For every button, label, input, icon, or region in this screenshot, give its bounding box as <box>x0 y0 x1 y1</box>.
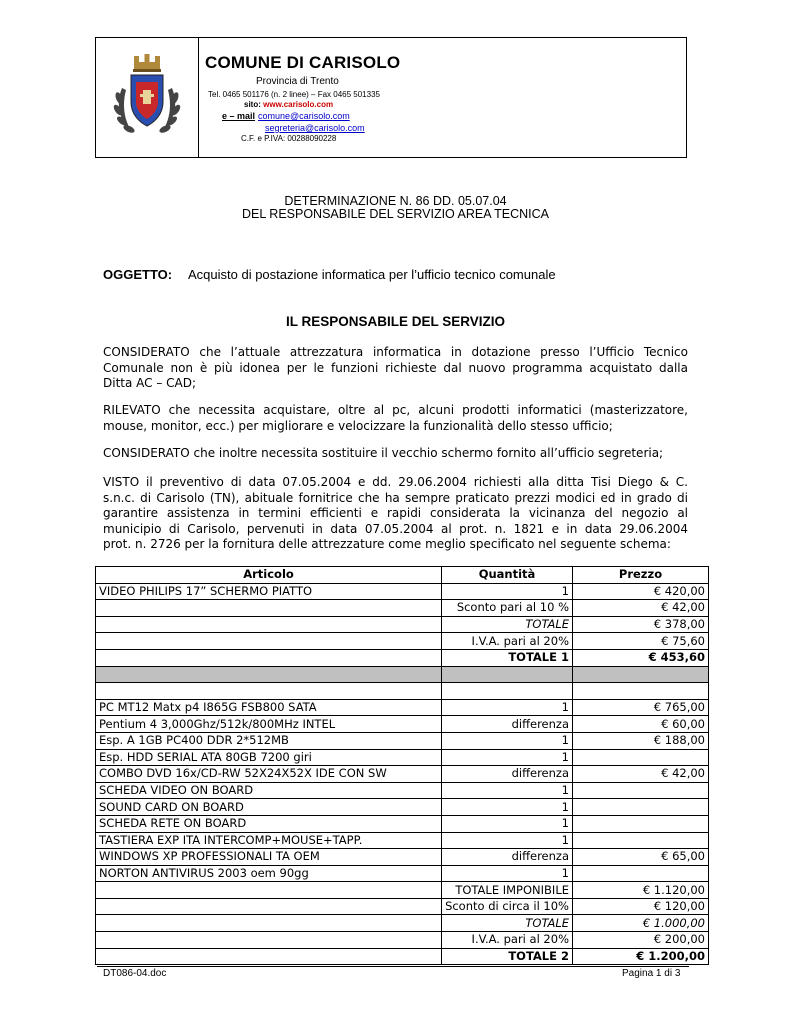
table-row <box>96 600 709 617</box>
item-cell <box>96 649 442 666</box>
table-row <box>96 716 709 733</box>
table-row <box>96 649 709 666</box>
paragraph-rilevato <box>103 403 688 434</box>
paragraph-line: mouse, monitor, ecc.) per migliorare e velocizzare la funzionalità dello stesso ufficio; <box>103 418 613 433</box>
paragraph-line: Comunale non è più idonea per le funzioni richieste dal nuovo programma acquistato dalla <box>103 360 688 375</box>
item-cell: COMBO DVD 16x/CD-RW 52X24X52X IDE CON SW <box>96 766 442 783</box>
phone-fax: Tel. 0465 501176 (n. 2 linee) – Fax 0465 501335 <box>208 90 380 99</box>
qty-cell: differenza <box>442 849 573 866</box>
price-cell: € 420,00 <box>573 583 709 600</box>
item-cell <box>96 616 442 633</box>
price-cell: € 200,00 <box>573 932 709 949</box>
item-cell: TASTIERA EXP ITA INTERCOMP+MOUSE+TAPP. <box>96 832 442 849</box>
table-row <box>96 732 709 749</box>
table-row <box>96 583 709 600</box>
price-cell: € 60,00 <box>573 716 709 733</box>
price-cell: € 42,00 <box>573 600 709 617</box>
paragraph-line: municipio di Carisolo, pervenuti in data 07.05.2004 al prot. n. 1821 e in data 29.06.2004 <box>103 521 688 536</box>
email-row <box>222 111 350 121</box>
qty-cell: TOTALE <box>442 915 573 932</box>
price-cell <box>573 815 709 832</box>
table-row <box>96 832 709 849</box>
qty-cell: 1 <box>442 799 573 816</box>
website-label: sito: <box>244 100 261 109</box>
qty-cell: TOTALE 1 <box>442 649 573 666</box>
table-separator-row <box>96 666 709 683</box>
price-cell <box>573 832 709 849</box>
item-cell: NORTON ANTIVIRUS 2003 oem 90gg <box>96 865 442 882</box>
subject-label: OGGETTO: <box>103 267 173 282</box>
determination-office: DEL RESPONSABILE DEL SERVIZIO AREA TECNICA <box>241 207 550 221</box>
email-label: e – mail <box>222 111 256 121</box>
table-row <box>96 915 709 932</box>
qty-cell: TOTALE 2 <box>442 948 573 965</box>
price-cell: € 65,00 <box>573 849 709 866</box>
item-cell: VIDEO PHILIPS 17” SCHERMO PIATTO <box>96 583 442 600</box>
item-cell <box>96 600 442 617</box>
price-cell: € 75,60 <box>573 633 709 650</box>
table-header-row <box>96 567 709 584</box>
items-table <box>95 566 709 965</box>
paragraph-line: CONSIDERATO che l’attuale attrezzatura informatica in dotazione presso l’Ufficio Tecnico <box>103 345 688 359</box>
table-row <box>96 616 709 633</box>
item-cell: SOUND CARD ON BOARD <box>96 799 442 816</box>
qty-cell: TOTALE IMPONIBILE <box>442 882 573 899</box>
municipality-title: COMUNE DI CARISOLO <box>205 53 401 72</box>
paragraph-considerato-1 <box>103 345 688 392</box>
determination-number: DETERMINAZIONE N. 86 DD. 05.07.04 <box>284 194 507 208</box>
separator-cell <box>442 666 573 683</box>
table-row <box>96 815 709 832</box>
qty-cell: I.V.A. pari al 20% <box>442 932 573 949</box>
province: Provincia di Trento <box>256 76 339 87</box>
price-cell: € 188,00 <box>573 732 709 749</box>
item-cell: Esp. A 1GB PC400 DDR 2*512MB <box>96 732 442 749</box>
table-separator-row <box>96 683 709 700</box>
table-row <box>96 782 709 799</box>
price-cell: € 42,00 <box>573 766 709 783</box>
qty-cell: 1 <box>442 815 573 832</box>
website-link[interactable]: www.carisolo.com <box>263 100 334 109</box>
price-cell: € 378,00 <box>573 616 709 633</box>
footer-filename: DT086-04.doc <box>103 968 167 979</box>
footer-page-number: Pagina 1 di 3 <box>622 968 681 979</box>
qty-cell: 1 <box>442 699 573 716</box>
qty-cell: 1 <box>442 782 573 799</box>
paragraph-line: RILEVATO che necessita acquistare, oltre al pc, alcuni prodotti informatici (masterizzatore, <box>103 403 688 417</box>
header-articolo: Articolo <box>96 567 442 584</box>
table-row <box>96 749 709 766</box>
item-cell: WINDOWS XP PROFESSIONALI TA OEM <box>96 849 442 866</box>
paragraph-line: VISTO il preventivo di data 07.05.2004 e dd. 29.06.2004 richiesti alla ditta Tisi Diego & C. <box>103 475 688 489</box>
header-prezzo: Prezzo <box>573 567 709 584</box>
item-cell <box>96 882 442 899</box>
item-cell <box>96 898 442 915</box>
table-row <box>96 882 709 899</box>
price-cell: € 1.000,00 <box>573 915 709 932</box>
item-cell: PC MT12 Matx p4 I865G FSB800 SATA <box>96 699 442 716</box>
qty-cell: differenza <box>442 716 573 733</box>
separator-cell <box>96 683 442 700</box>
footer-divider <box>97 966 689 967</box>
qty-cell: 1 <box>442 832 573 849</box>
table-row <box>96 766 709 783</box>
paragraph-line: s.n.c. di Carisolo (TN), abituale fornitrice che ha sempre praticato prezzi modici ed in grado di <box>103 490 688 505</box>
qty-cell: 1 <box>442 732 573 749</box>
item-cell <box>96 633 442 650</box>
qty-cell: Sconto di circa il 10% <box>442 898 573 915</box>
price-cell: € 1.120,00 <box>573 882 709 899</box>
item-cell <box>96 932 442 949</box>
paragraph-line: CONSIDERATO che inoltre necessita sostituire il vecchio schermo fornito all’ufficio segreteria; <box>103 446 664 460</box>
paragraph-line: Ditta AC – CAD; <box>103 376 197 390</box>
paragraph-line: garantire assistenza in termini efficienti e rapidi considerata la vicinanza del negozio al <box>103 506 688 520</box>
separator-cell <box>442 683 573 700</box>
qty-cell: Sconto pari al 10 % <box>442 600 573 617</box>
price-cell: € 453,60 <box>573 649 709 666</box>
qty-cell: TOTALE <box>442 616 573 633</box>
item-cell <box>96 948 442 965</box>
table-row <box>96 799 709 816</box>
coat-of-arms-icon <box>112 50 182 144</box>
item-cell: Esp. HDD SERIAL ATA 80GB 7200 giri <box>96 749 442 766</box>
paragraph-line: prot. n. 2726 per la fornitura delle attrezzature come meglio specificato nel seguente schema: <box>103 537 671 551</box>
email-link-comune[interactable]: comune@carisolo.com <box>258 111 350 121</box>
separator-cell <box>573 666 709 683</box>
item-cell: SCHEDA RETE ON BOARD <box>96 815 442 832</box>
price-cell <box>573 799 709 816</box>
email-link-segreteria[interactable]: segreteria@carisolo.com <box>265 123 365 133</box>
paragraph-considerato-2 <box>103 446 688 462</box>
letterhead <box>95 37 687 158</box>
table-row <box>96 865 709 882</box>
qty-cell: I.V.A. pari al 20% <box>442 633 573 650</box>
tax-id: C.F. e P.IVA: 00288090228 <box>241 134 337 143</box>
price-cell <box>573 749 709 766</box>
item-cell: SCHEDA VIDEO ON BOARD <box>96 782 442 799</box>
item-cell: Pentium 4 3,000Ghz/512k/800MHz INTEL <box>96 716 442 733</box>
qty-cell: 1 <box>442 865 573 882</box>
header-quantita: Quantità <box>442 567 573 584</box>
table-row <box>96 898 709 915</box>
separator-cell <box>573 683 709 700</box>
item-cell <box>96 915 442 932</box>
table-row <box>96 932 709 949</box>
table-row <box>96 633 709 650</box>
qty-cell: differenza <box>442 766 573 783</box>
subject-text: Acquisto di postazione informatica per l’ufficio tecnico comunale <box>188 267 556 282</box>
price-cell: € 120,00 <box>573 898 709 915</box>
table-row <box>96 699 709 716</box>
letterhead-divider <box>198 38 199 157</box>
price-cell: € 765,00 <box>573 699 709 716</box>
website <box>244 100 333 109</box>
separator-cell <box>96 666 442 683</box>
table-row <box>96 948 709 965</box>
price-cell <box>573 865 709 882</box>
section-title: IL RESPONSABILE DEL SERVIZIO <box>285 314 506 329</box>
paragraph-visto <box>103 475 688 553</box>
qty-cell: 1 <box>442 749 573 766</box>
price-cell: € 1.200,00 <box>573 948 709 965</box>
price-cell <box>573 782 709 799</box>
table-row <box>96 849 709 866</box>
qty-cell: 1 <box>442 583 573 600</box>
